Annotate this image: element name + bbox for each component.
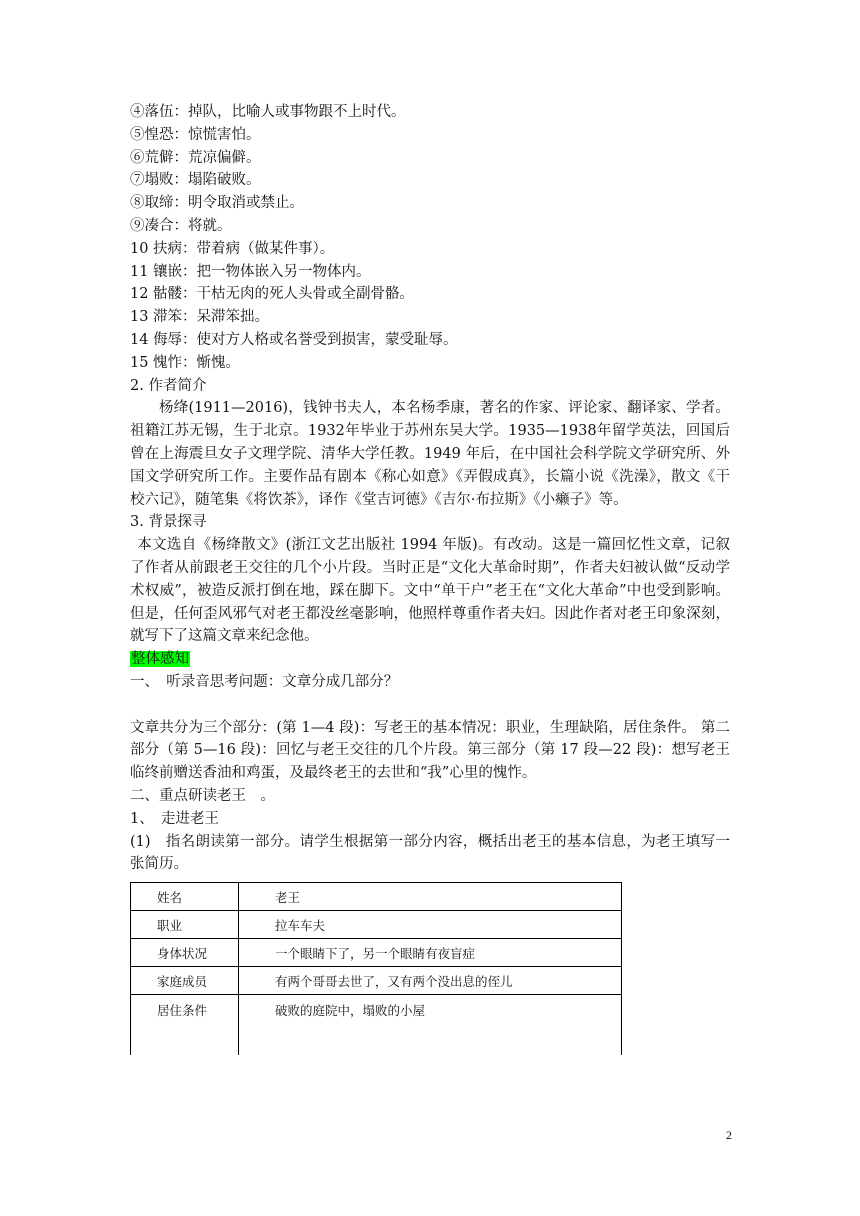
table-row xyxy=(131,967,622,995)
definition-6: ⑥荒僻：荒凉偏僻。 xyxy=(130,149,261,166)
table-key: 职业 xyxy=(131,911,239,939)
definition-9: ⑨凑合：将就。 xyxy=(130,217,232,234)
table-row xyxy=(131,939,622,967)
question-1: 一、 听录音思考问题：文章分成几部分？ xyxy=(130,673,399,690)
definition-7: ⑦塌败：塌陷破败。 xyxy=(130,172,261,189)
table-value: 老王 xyxy=(239,883,622,911)
document-page xyxy=(130,101,730,1055)
table-value: 有两个哥哥去世了，又有两个没出息的侄儿 xyxy=(239,967,622,995)
definition-13: 13 滞笨：呆滞笨拙。 xyxy=(130,309,270,326)
definition-11: 11 镶嵌：把一物体嵌入另一物体内。 xyxy=(130,263,371,280)
author-heading: 2. 作者简介 xyxy=(130,377,207,394)
definition-12: 12 骷髅：干枯无肉的死人头骨或全副骨骼。 xyxy=(130,286,415,303)
author-text: 杨绛(1911—2016)，钱钟书夫人，本名杨季康，著名的作家、评论家、翻译家、学者。祖籍江苏无锡，生于北京。1932年毕业于苏州东吴大学。1935—1938年留学英法，回国后曾在上海震旦女子文理学院、清华大学任教。1949 年后，在中国社会科学院文学研究所、外国文学研究所工作。主要作品有剧本《称心如意》《弄假成真》，长篇小说《洗澡》，散文《干校六记》，随笔集《将饮茶》，译作《堂吉诃德》《吉尔·布拉斯》《小癞子》等。 xyxy=(130,400,730,508)
table-key: 家庭成员 xyxy=(131,967,239,995)
table-value: 拉车车夫 xyxy=(239,911,622,939)
table-row xyxy=(131,883,622,911)
table-row xyxy=(131,995,622,1056)
question-2: 二、重点研读老王 。 xyxy=(130,787,275,804)
definition-8: ⑧取缔：明令取消或禁止。 xyxy=(130,195,304,212)
table-row xyxy=(131,911,622,939)
definition-5: ⑤惶恐：惊慌害怕。 xyxy=(130,126,261,143)
definition-14: 14 侮辱：使对方人格或名誉受到损害，蒙受耻辱。 xyxy=(130,331,458,348)
table-value: 一个眼睛下了，另一个眼睛有夜盲症 xyxy=(239,939,622,967)
blank-line xyxy=(130,694,730,717)
task-text: (1) 指名朗读第一部分。请学生根据第一部分内容，概括出老王的基本信息，为老王填写一张简历。 xyxy=(130,833,730,873)
overall-label: 整体感知 xyxy=(131,651,189,668)
definition-10: 10 扶病：带着病（做某件事）。 xyxy=(130,240,335,257)
definition-15: 15 愧怍：惭愧。 xyxy=(130,354,241,371)
structure-answer: 文章共分为三个部分：(第 1—4 段)：写老王的基本情况：职业，生理缺陷，居住条件。 第二部分（第 5—16 段)：回忆与老王交往的几个片段。第三部分（第 17 段—22 段)：想写老王临终前赠送香油和鸡蛋，及最终老王的去世和“我”心里的愧怍。 xyxy=(130,719,730,782)
table-key: 身体状况 xyxy=(131,939,239,967)
table-key: 居住条件 xyxy=(131,995,239,1056)
resume-table xyxy=(130,882,622,1055)
background-text: 本文选自《杨绛散文》(浙江文艺出版社 1994 年版)。有改动。这是一篇回忆性文章，记叙了作者从前跟老王交往的几个小片段。当时正是“文化大革命时期”，作者夫妇被认做“反动学术权威”，被造反派打倒在地，踩在脚下。文中“单干户”老王在“文化大革命”中也受到影响。但是，任何歪风邪气对老王都没丝毫影响，他照样尊重作者夫妇。因此作者对老王印象深刻，就写下了这篇文章来纪念他。 xyxy=(130,537,730,645)
background-heading: 3. 背景探寻 xyxy=(130,514,207,531)
definition-4: ④落伍：掉队，比喻人或事物跟不上时代。 xyxy=(130,104,406,120)
table-key: 姓名 xyxy=(131,883,239,911)
page-number: 2 xyxy=(726,1128,732,1142)
subsection-1: 1、 走进老王 xyxy=(130,810,219,827)
table-value: 破败的庭院中，塌败的小屋 xyxy=(239,995,622,1056)
